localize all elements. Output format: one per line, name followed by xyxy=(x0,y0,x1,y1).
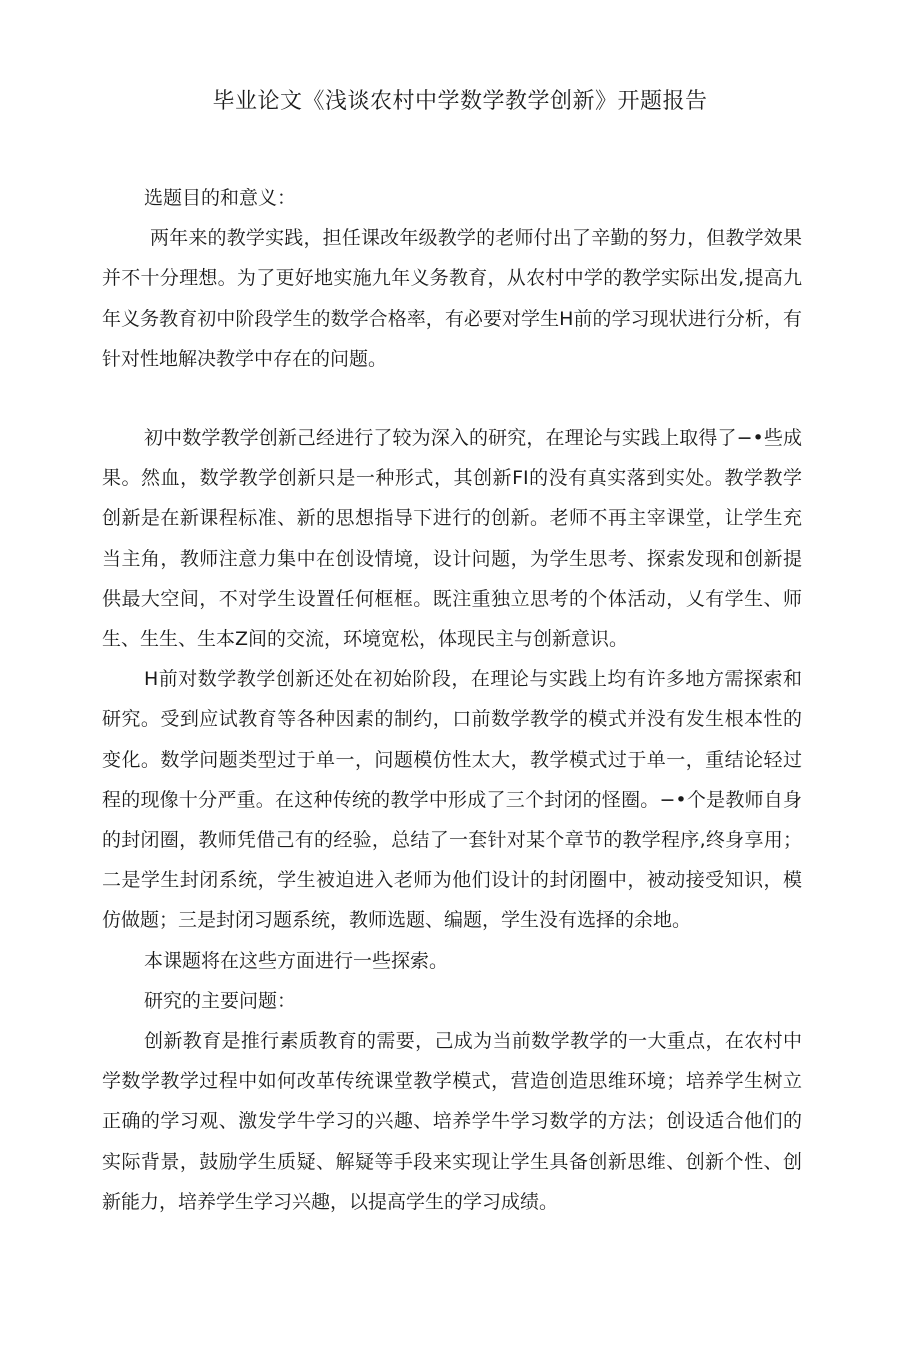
problems-heading: 研究的主要问题： xyxy=(144,989,297,1012)
paragraph-current-problems: H前对数学教学创新还处在初始阶段，在理论与实践上均有许多地方需探索和研究。受到应试教育等各种因素的制约，口前数学教学的模式并没有发生根本性的变化。数学问题类型过于单一，问题模仿性太大，教学模式过于单一，重结论轻过程的现像十分严重。在这种传统的教学中形成了三个封闭的怪圈。−•个是教师自身的封闭圈，教师凭借己有的经验，总结了一套针对某个章节的教学程序,终身享用；二是学生封闭系统，学生被迫进入老师为他们设计的封闭圈中，被动接受知识，模仿做题；三是封闭习题系统，教师选题、编题，学生没有选择的余地。 xyxy=(102,668,802,932)
purpose-heading: 选题目的和意义： xyxy=(144,187,297,209)
document-body xyxy=(102,178,802,1222)
paragraph-spacer xyxy=(102,379,802,418)
paragraph-main-problems: 创新教育是推行素质教育的需要，己成为当前数学教学的一大重点，在农村中学数学教学过程中如何改革传统课堂教学模式，营造创造思维环境；培养学生树立正确的学习观、激发学牛学习的兴趣、培养学牛学习数学的方法；创设适合他们的实际背景，鼓励学生质疑、解疑等手段来实现让学生具备创新思维、创新个性、创新能力，培养学生学习兴趣，以提高学生的学习成绩。 xyxy=(102,1030,802,1213)
paragraph-research-status: 初中数学教学创新己经进行了较为深入的研究，在理论与实践上取得了−•些成果。然血，数学教学创新只是一种形式，其创新FI的没有真实落到实处。教学教学创新是在新课程标准、新的思想指导下进行的创新。老师不再主宰课堂，让学生充当主角，教师注意力集中在创设情境，设计问题，为学生思考、探索发现和创新提供最大空间，不对学生设置任何框框。既注重独立思考的个体活动，乂有学生、师生、生生、生本Z间的交流，环境宽松，体现民主与创新意识。 xyxy=(102,427,802,651)
purpose-paragraph: 两年来的教学实践，担任课改年级教学的老师付出了辛勤的努力，但教学效果并不十分理想。为了更好地实施九年义务教育，从农村中学的教学实际出发,提高九年义务教育初中阶段学生的数学合格率，有必要对学生H前的学习现状进行分析，有针对性地解决教学中存在的问题。 xyxy=(102,227,802,370)
page-title: 毕业论文《浅谈农村中学数学教学创新》开题报告 xyxy=(212,89,708,114)
paragraph-topic-exploration: 本课题将在这些方面进行一些探索。 xyxy=(144,949,449,972)
